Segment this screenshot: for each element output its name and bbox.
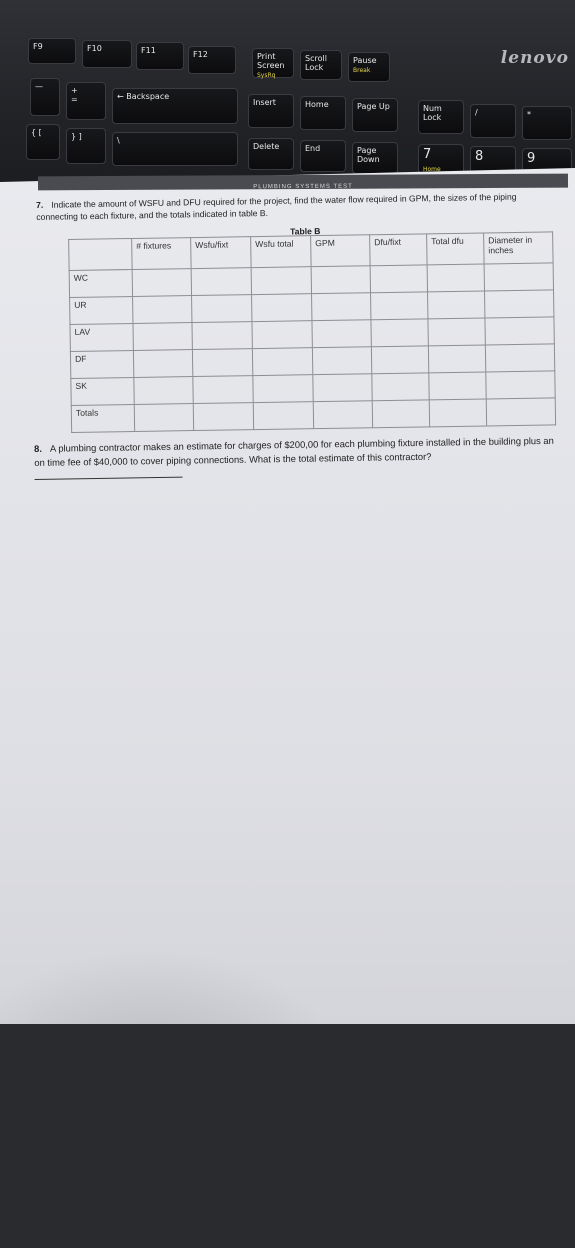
answer-cell[interactable] bbox=[370, 265, 427, 293]
question-8-number: 8. bbox=[34, 442, 43, 454]
lenovo-logo: lenovo bbox=[500, 48, 569, 68]
table-title: Table B bbox=[289, 226, 321, 237]
keyboard bbox=[0, 0, 575, 190]
answer-cell[interactable] bbox=[193, 403, 253, 431]
answer-cell[interactable] bbox=[428, 318, 485, 346]
column-header: Total dfu bbox=[427, 233, 484, 265]
key-plus-equals[interactable] bbox=[66, 82, 106, 120]
key-backslash[interactable]: \ bbox=[112, 132, 238, 166]
answer-cell[interactable] bbox=[313, 374, 372, 402]
answer-cell[interactable] bbox=[132, 269, 191, 297]
answer-blank[interactable] bbox=[34, 468, 182, 480]
answer-cell[interactable] bbox=[192, 349, 252, 377]
key-slash[interactable]: / bbox=[470, 104, 516, 138]
answer-cell[interactable] bbox=[312, 347, 371, 375]
answer-cell[interactable] bbox=[372, 373, 429, 401]
answer-cell[interactable] bbox=[371, 346, 428, 374]
key-plus: + bbox=[71, 86, 78, 95]
answer-cell[interactable] bbox=[192, 322, 252, 350]
column-header: Diameter in inches bbox=[484, 232, 553, 264]
question-7-text: Indicate the amount of WSFU and DFU required for the project, find the water flow required in GPM, the sizes of the piping connecting to each fixture, and the totals indicated in table B. bbox=[36, 191, 517, 222]
key-num-lock[interactable]: Num Lock bbox=[418, 100, 464, 134]
key-print-screen-sub: SysRq bbox=[257, 72, 276, 79]
answer-cell[interactable] bbox=[133, 296, 192, 324]
answer-cell[interactable] bbox=[485, 317, 554, 345]
key-backspace[interactable]: ← Backspace bbox=[112, 88, 238, 124]
answer-cell[interactable] bbox=[192, 295, 252, 323]
key-page-up[interactable]: Page Up bbox=[352, 98, 398, 132]
key-pause-label: Pause bbox=[353, 56, 377, 65]
key-delete[interactable]: Delete bbox=[248, 138, 294, 170]
key-num-7-label: 7 bbox=[423, 147, 432, 162]
key-f11[interactable]: F11 bbox=[136, 42, 184, 70]
answer-cell[interactable] bbox=[429, 372, 486, 400]
answer-cell[interactable] bbox=[428, 345, 485, 373]
key-page-down[interactable]: Page Down bbox=[352, 142, 398, 174]
question-8-text: A plumbing contractor makes an estimate for charges of $200,00 for each plumbing fixture installed in the building plus an on time fee of $40,000 to cover piping connections. What is the total estimate of this contractor? bbox=[34, 434, 554, 468]
key-f12[interactable]: F12 bbox=[188, 46, 236, 74]
key-bracket-close[interactable]: } ] bbox=[66, 128, 106, 164]
worksheet-header: PLUMBING SYSTEMS TEST bbox=[38, 174, 568, 191]
key-end[interactable]: End bbox=[300, 140, 346, 172]
answer-cell[interactable] bbox=[486, 371, 555, 399]
key-num-9-label: 9 bbox=[527, 151, 536, 166]
row-label: SK bbox=[71, 377, 134, 405]
answer-cell[interactable] bbox=[429, 399, 486, 427]
answer-cell[interactable] bbox=[134, 404, 193, 432]
answer-cell[interactable] bbox=[486, 398, 555, 426]
answer-cell[interactable] bbox=[371, 292, 428, 320]
key-bracket-open[interactable]: { [ bbox=[26, 124, 60, 160]
key-num-7[interactable] bbox=[418, 144, 464, 174]
key-scroll-lock[interactable]: Scroll Lock bbox=[300, 50, 342, 80]
answer-cell[interactable] bbox=[252, 294, 312, 322]
key-print-screen-label: Print Screen bbox=[257, 52, 285, 70]
answer-cell[interactable] bbox=[427, 264, 484, 292]
answer-cell[interactable] bbox=[372, 400, 429, 428]
key-pause-sub: Break bbox=[353, 67, 371, 74]
key-f9[interactable]: F9 bbox=[28, 38, 76, 64]
answer-cell[interactable] bbox=[193, 376, 253, 404]
answer-cell[interactable] bbox=[191, 268, 251, 296]
key-minus[interactable]: — bbox=[30, 78, 60, 116]
answer-cell[interactable] bbox=[484, 263, 553, 291]
key-f10[interactable]: F10 bbox=[82, 40, 132, 68]
question-8 bbox=[34, 434, 565, 484]
answer-cell[interactable] bbox=[251, 267, 311, 295]
key-equals: = bbox=[71, 95, 78, 104]
answer-cell[interactable] bbox=[485, 344, 554, 372]
row-label: LAV bbox=[70, 323, 133, 351]
column-header: Dfu/fixt bbox=[370, 234, 427, 266]
answer-cell[interactable] bbox=[134, 377, 193, 405]
answer-cell[interactable] bbox=[133, 350, 192, 378]
shadow bbox=[0, 948, 360, 1248]
row-label: UR bbox=[70, 296, 133, 324]
answer-cell[interactable] bbox=[485, 290, 554, 318]
column-header: Wsfu/fixt bbox=[191, 237, 251, 269]
answer-cell[interactable] bbox=[252, 321, 312, 349]
answer-cell[interactable] bbox=[252, 348, 312, 376]
answer-cell[interactable] bbox=[371, 319, 428, 347]
column-header bbox=[69, 239, 132, 271]
column-header: Wsfu total bbox=[251, 236, 311, 268]
answer-cell[interactable] bbox=[133, 323, 192, 351]
key-num-7-sub: Home bbox=[423, 166, 441, 173]
answer-cell[interactable] bbox=[311, 266, 370, 294]
row-label: WC bbox=[69, 269, 132, 297]
answer-cell[interactable] bbox=[253, 402, 313, 430]
answer-cell[interactable] bbox=[312, 293, 371, 321]
fixture-table bbox=[68, 231, 556, 433]
question-7-number: 7. bbox=[36, 199, 44, 210]
answer-cell[interactable] bbox=[312, 320, 371, 348]
answer-cell[interactable] bbox=[428, 291, 485, 319]
key-star[interactable]: * bbox=[522, 106, 572, 140]
key-pause[interactable] bbox=[348, 52, 390, 82]
answer-cell[interactable] bbox=[313, 401, 372, 429]
row-label: Totals bbox=[71, 404, 134, 432]
column-header: GPM bbox=[311, 235, 370, 267]
key-insert[interactable]: Insert bbox=[248, 94, 294, 128]
answer-cell[interactable] bbox=[253, 375, 313, 403]
column-header: # fixtures bbox=[132, 238, 191, 270]
key-num-8[interactable]: 8 bbox=[470, 146, 516, 176]
key-print-screen[interactable] bbox=[252, 48, 294, 78]
row-label: DF bbox=[70, 350, 133, 378]
key-home[interactable]: Home bbox=[300, 96, 346, 130]
